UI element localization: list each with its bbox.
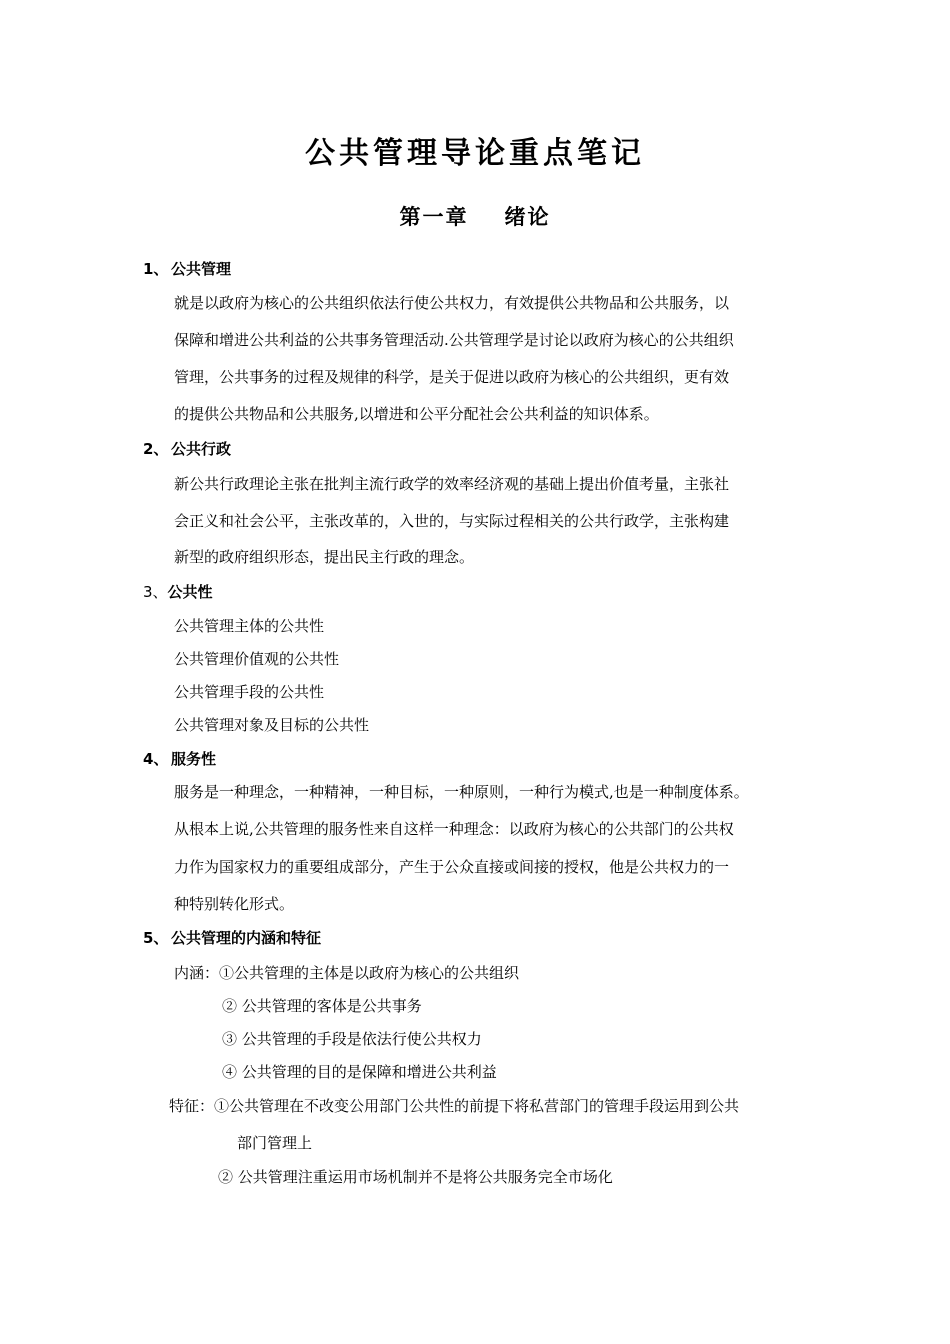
connotation-line: ④ 公共管理的目的是保障和增进公共利益 bbox=[222, 1063, 497, 1081]
list-item: 公共管理价值观的公共性 bbox=[174, 650, 340, 668]
list-item: 公共管理手段的公共性 bbox=[174, 683, 325, 701]
section-heading-2 bbox=[143, 438, 231, 459]
paragraph-line: 从根本上说,公共管理的服务性来自这样一种理念：以政府为核心的公共部门的公共权 bbox=[174, 820, 734, 838]
chapter-number: 第一章 bbox=[399, 205, 469, 229]
chapter-heading bbox=[0, 201, 950, 231]
connotation-line: ③ 公共管理的手段是依法行使公共权力 bbox=[222, 1030, 482, 1048]
paragraph-line: 种特别转化形式。 bbox=[174, 895, 295, 913]
paragraph-line: 服务是一种理念，一种精神，一种目标，一种原则，一种行为模式,也是一种制度体系。 bbox=[174, 783, 749, 801]
list-item: 公共管理主体的公共性 bbox=[174, 617, 325, 635]
section-title: 公共管理的内涵和特征 bbox=[171, 929, 322, 947]
list-item: 公共管理对象及目标的公共性 bbox=[174, 716, 370, 734]
paragraph-line: 就是以政府为核心的公共组织依法行使公共权力，有效提供公共物品和公共服务，以 bbox=[174, 294, 730, 312]
section-number: 4、 bbox=[143, 750, 169, 768]
section-title: 公共行政 bbox=[171, 440, 232, 458]
section-number: 3、 bbox=[143, 583, 168, 601]
section-heading-5 bbox=[143, 927, 321, 948]
document-title: 公共管理导论重点笔记 bbox=[305, 136, 645, 171]
section-title: 服务性 bbox=[171, 750, 217, 768]
paragraph-line: 会正义和社会公平，主张改革的，入世的，与实际过程相关的公共行政学，主张构建 bbox=[174, 512, 730, 530]
paragraph-line: 的提供公共物品和公共服务,以增进和公平分配社会公共利益的知识体系。 bbox=[174, 405, 659, 423]
section-heading-1 bbox=[143, 258, 231, 279]
paragraph-line: 新型的政府组织形态，提出民主行政的理念。 bbox=[174, 548, 475, 566]
chapter-name: 绪论 bbox=[504, 205, 551, 229]
feature-line: ② 公共管理注重运用市场机制并不是将公共服务完全市场化 bbox=[218, 1168, 613, 1186]
section-heading-3 bbox=[143, 581, 213, 602]
section-number: 1、 bbox=[143, 260, 169, 278]
paragraph-line: 力作为国家权力的重要组成部分，产生于公众直接或间接的授权，他是公共权力的一 bbox=[174, 858, 730, 876]
paragraph-line: 管理，公共事务的过程及规律的科学，是关于促进以政府为核心的公共组织，更有效 bbox=[174, 368, 730, 386]
connotation-line: ② 公共管理的客体是公共事务 bbox=[222, 997, 422, 1015]
section-number: 5、 bbox=[143, 929, 169, 947]
section-title: 公共管理 bbox=[171, 260, 232, 278]
feature-line: 部门管理上 bbox=[237, 1134, 313, 1152]
feature-line: 特征：①公共管理在不改变公用部门公共性的前提下将私营部门的管理手段运用到公共 bbox=[169, 1097, 740, 1115]
section-heading-4 bbox=[143, 748, 216, 769]
section-number: 2、 bbox=[143, 440, 169, 458]
paragraph-line: 新公共行政理论主张在批判主流行政学的效率经济观的基础上提出价值考量，主张社 bbox=[174, 475, 730, 493]
section-title: 公共性 bbox=[167, 583, 213, 601]
paragraph-line: 保障和增进公共利益的公共事务管理活动.公共管理学是讨论以政府为核心的公共组织 bbox=[174, 331, 734, 349]
connotation-line: 内涵：①公共管理的主体是以政府为核心的公共组织 bbox=[174, 964, 520, 982]
